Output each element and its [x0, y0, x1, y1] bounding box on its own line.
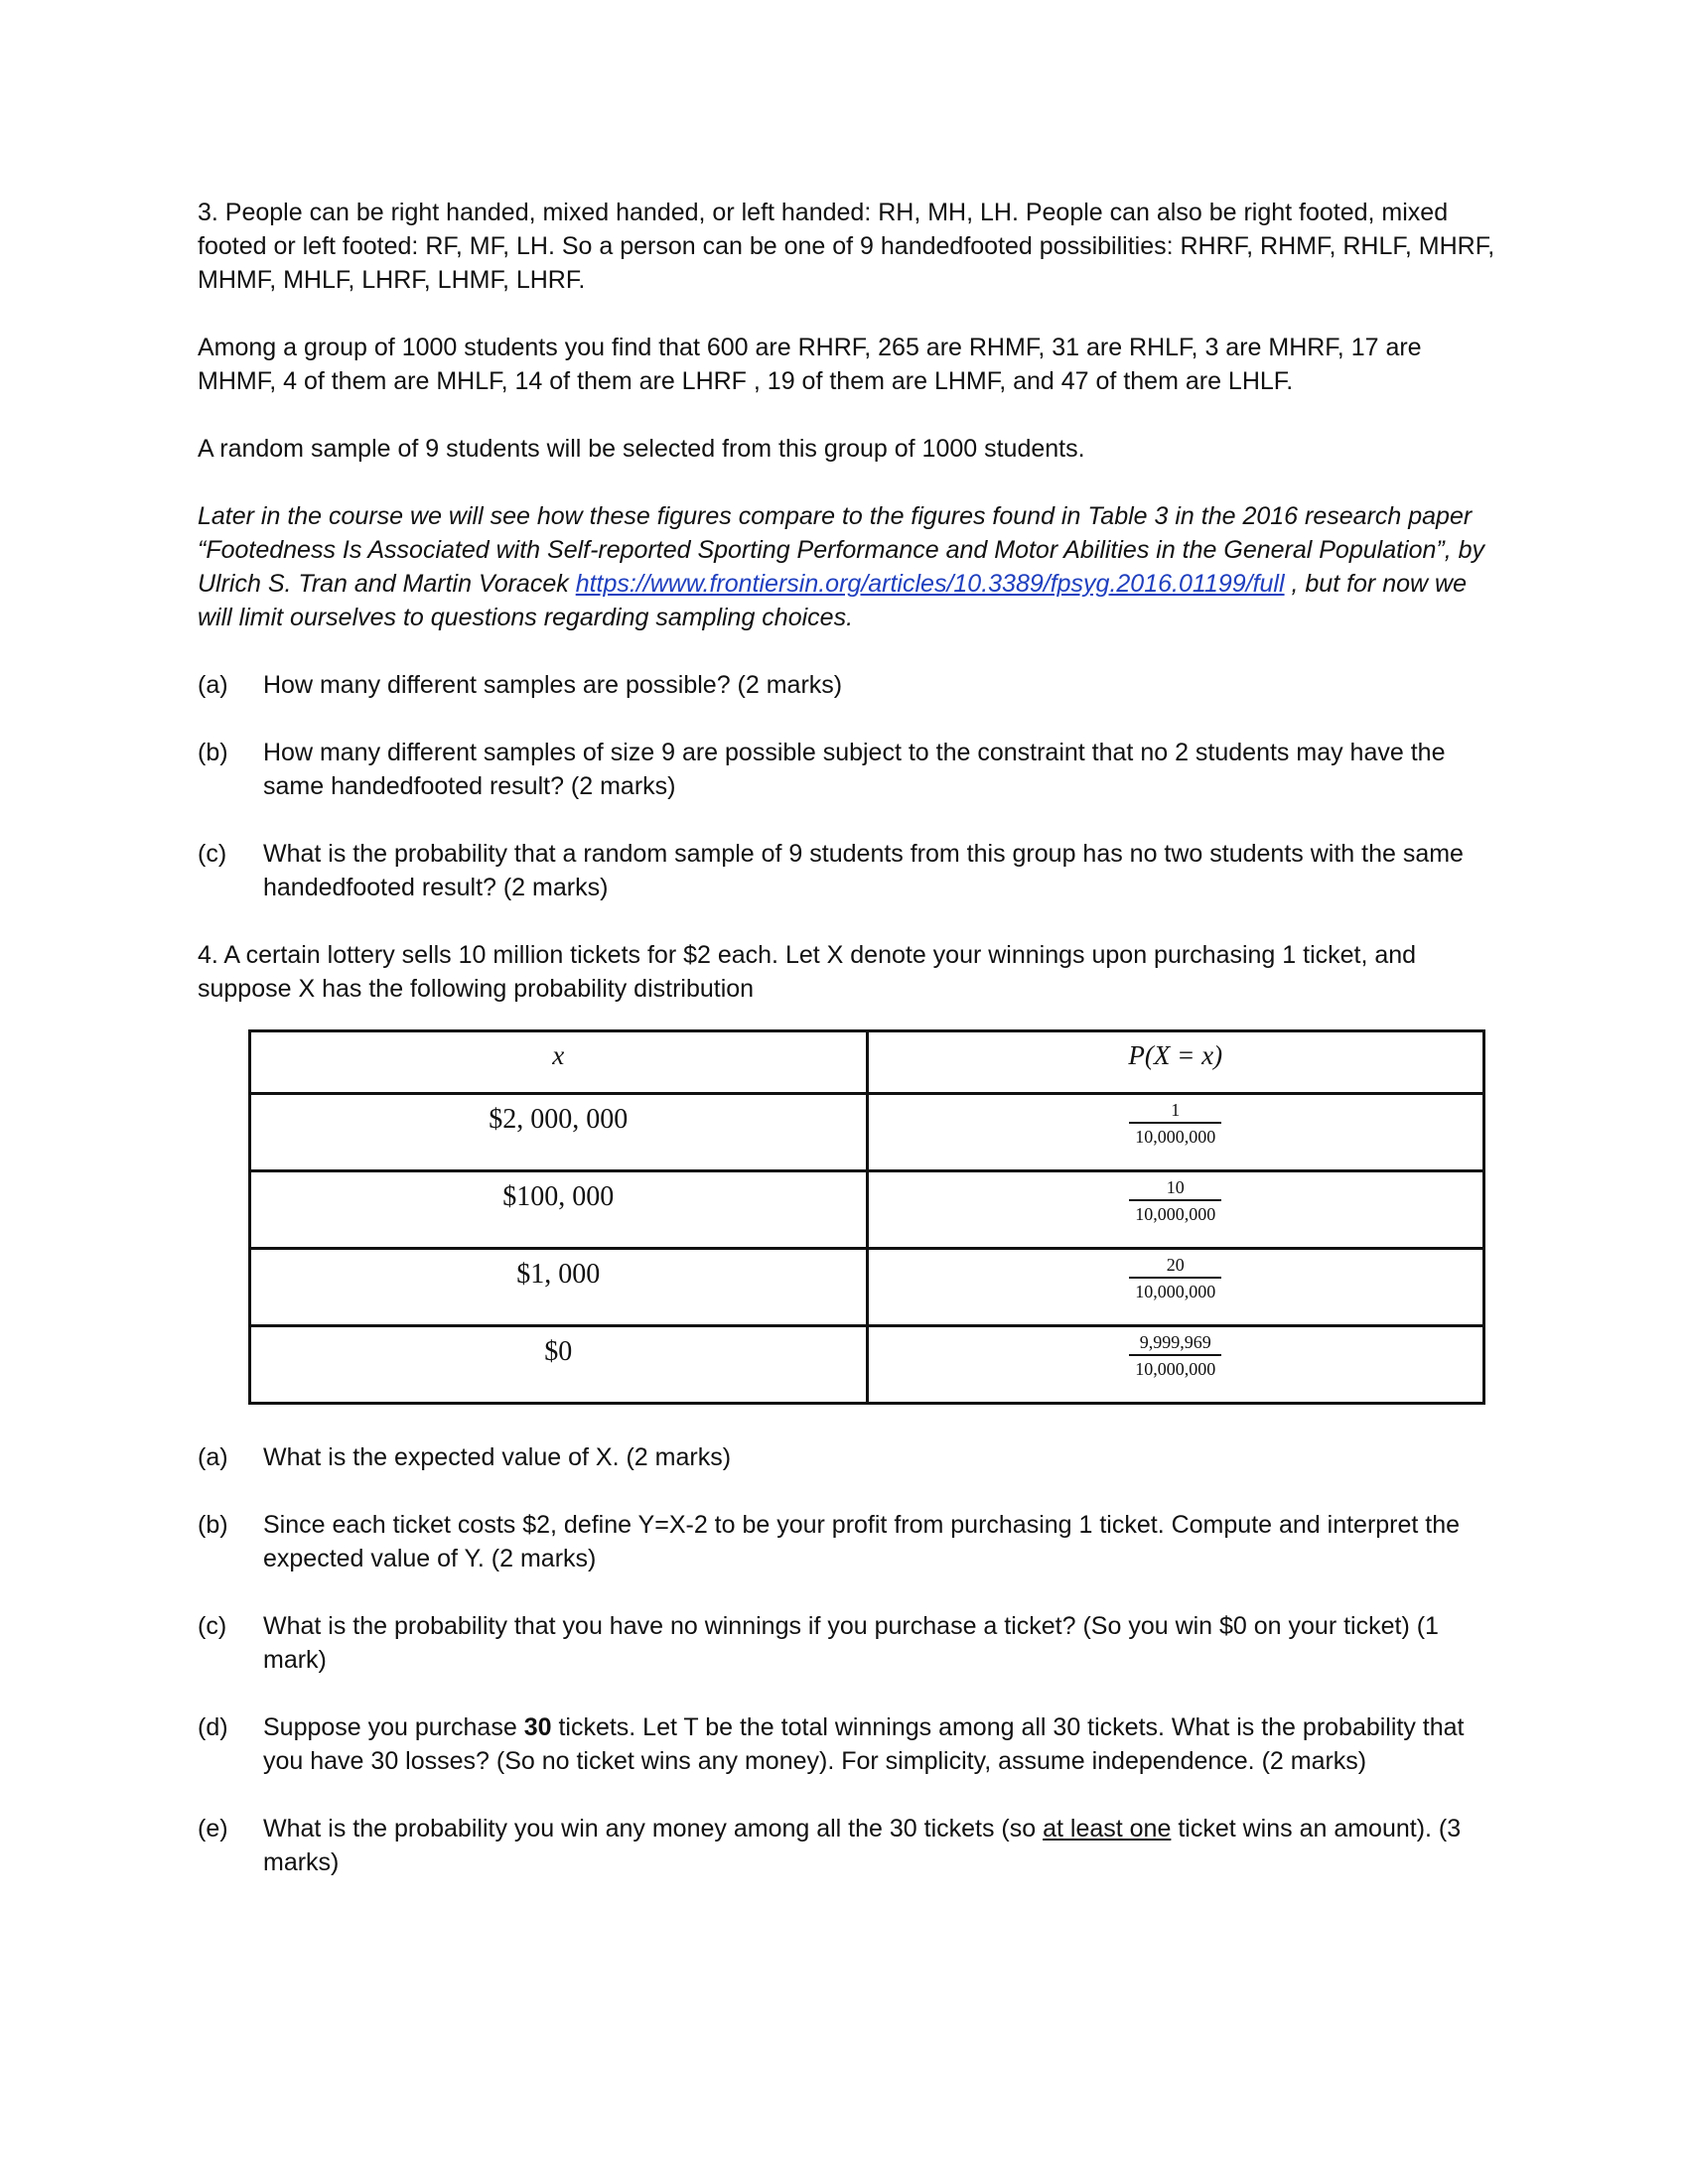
- q3-intro: 3. People can be right handed, mixed handed, or left handed: RH, MH, LH. People can also be right footed, mixed footed or left footed: RF, MF, LH. So a person can be one of 9 handedfooted possibilities: RHRF, RHMF, RHLF, MHRF, MHMF, MHLF, LHRF, LHMF, LHRF.: [198, 199, 1495, 294]
- question-label: (d): [198, 1713, 228, 1741]
- question-text: Since each ticket costs $2, define Y=X-2 to be your profit from purchasing 1 ticket. Compute and interpret the expected value of Y. (2 marks): [263, 1511, 1461, 1572]
- table-row: [250, 1249, 1484, 1326]
- cell-p: [867, 1171, 1484, 1249]
- probability-fraction: [1129, 1254, 1221, 1302]
- question-text: How many different samples are possible? (2 marks): [263, 671, 843, 699]
- q3-sample: A random sample of 9 students will be selected from this group of 1000 students.: [198, 435, 1085, 463]
- research-paper-link[interactable]: https://www.frontiersin.org/articles/10.3389/fpsyg.2016.01199/full: [575, 570, 1285, 598]
- x-value: $0: [544, 1336, 573, 1367]
- q3-counts: Among a group of 1000 students you find that 600 are RHRF, 265 are RHMF, 31 are RHLF, 3 are MHRF, 17 are MHMF, 4 of them are MHLF, 14 of them are LHRF , 19 of them are LHMF, and 47 of them are LHLF.: [198, 334, 1422, 395]
- q4-question-b: [198, 1508, 1498, 1575]
- question-text: What is the probability that you have no winnings if you purchase a ticket? (So you win $0 on your ticket) (1 mark): [263, 1612, 1439, 1674]
- fraction-denominator: 10,000,000: [1135, 1204, 1216, 1224]
- q3-note: [198, 499, 1498, 634]
- cell-p: [867, 1326, 1484, 1404]
- fraction-denominator: 10,000,000: [1135, 1127, 1216, 1147]
- document-page: [198, 196, 1498, 1913]
- q3-question-a: [198, 668, 1498, 702]
- q4-question-c: [198, 1609, 1498, 1677]
- fraction-denominator: 10,000,000: [1135, 1282, 1216, 1301]
- q4-question-e: [198, 1812, 1498, 1879]
- question-text: What is the probability that a random sample of 9 students from this group has no two students with the same handedfooted result? (2 marks): [263, 840, 1464, 901]
- fraction-numerator: 20: [1129, 1254, 1221, 1279]
- question-text: [263, 1812, 1498, 1879]
- cell-x: [250, 1249, 868, 1326]
- x-value: $100, 000: [502, 1181, 615, 1212]
- table-row: [250, 1094, 1484, 1171]
- probability-fraction: [1129, 1099, 1221, 1148]
- cell-x: [250, 1326, 868, 1404]
- question-text-start: Suppose you purchase: [263, 1713, 524, 1741]
- table-header-row: [250, 1031, 1484, 1094]
- x-value: $1, 000: [516, 1259, 601, 1290]
- q4-intro: 4. A certain lottery sells 10 million tickets for $2 each. Let X denote your winnings upon purchasing 1 ticket, and suppose X has the following probability distribution: [198, 941, 1417, 1003]
- ticket-count-bold: 30: [523, 1713, 552, 1741]
- question-text: What is the expected value of X. (2 marks): [263, 1443, 732, 1471]
- q3-note-tail: , but for now we will limit ourselves to questions regarding sampling choices.: [198, 570, 1467, 631]
- probability-fraction: [1129, 1176, 1221, 1225]
- q4-question-a: [198, 1440, 1498, 1474]
- header-p: [867, 1031, 1484, 1094]
- q3-question-c: [198, 837, 1498, 904]
- q3-note-text: Later in the course we will see how these figures compare to the figures found in Table 3 in the 2016 research paper “Footedness Is Associated with Self-reported Sporting Performance and Motor Abilities in the General Population”, by Ulrich S. Tran and Martin Voracek: [198, 502, 1485, 598]
- cell-p: [867, 1249, 1484, 1326]
- question-label: (b): [198, 1511, 228, 1539]
- table-row: [250, 1326, 1484, 1404]
- question-label: (e): [198, 1815, 228, 1843]
- fraction-numerator: 10: [1129, 1176, 1221, 1201]
- question-text-start: What is the probability you win any money among all the 30 tickets (so: [263, 1815, 1044, 1843]
- q3-question-b: [198, 736, 1498, 803]
- question-text: [263, 1710, 1498, 1778]
- at-least-one-underlined: at least one: [1043, 1815, 1172, 1843]
- question-label: (a): [198, 1443, 228, 1471]
- question-text-end: ticket wins an amount). (3 marks): [263, 1815, 1462, 1876]
- header-x: [250, 1031, 868, 1094]
- header-p-label: P(X = x): [1128, 1040, 1223, 1070]
- question-text-end: tickets. Let T be the total winnings among all 30 tickets. What is the probability that you have 30 losses? (So no ticket wins any money). For simplicity, assume independence. (2 marks): [263, 1713, 1465, 1775]
- x-value: $2, 000, 000: [489, 1104, 629, 1135]
- table-row: [250, 1171, 1484, 1249]
- probability-fraction: [1129, 1331, 1221, 1380]
- q4-question-d: [198, 1710, 1498, 1778]
- question-text: How many different samples of size 9 are possible subject to the constraint that no 2 students may have the same handedfooted result? (2 marks): [263, 739, 1446, 800]
- cell-p: [867, 1094, 1484, 1171]
- cell-x: [250, 1094, 868, 1171]
- cell-x: [250, 1171, 868, 1249]
- question-label: (b): [198, 739, 228, 766]
- fraction-denominator: 10,000,000: [1135, 1359, 1216, 1379]
- question-label: (c): [198, 840, 227, 868]
- question-label: (c): [198, 1612, 227, 1640]
- header-x-label: x: [552, 1040, 565, 1070]
- fraction-numerator: 1: [1129, 1099, 1221, 1124]
- probability-distribution-table: [248, 1029, 1485, 1405]
- question-label: (a): [198, 671, 228, 699]
- fraction-numerator: 9,999,969: [1129, 1331, 1221, 1356]
